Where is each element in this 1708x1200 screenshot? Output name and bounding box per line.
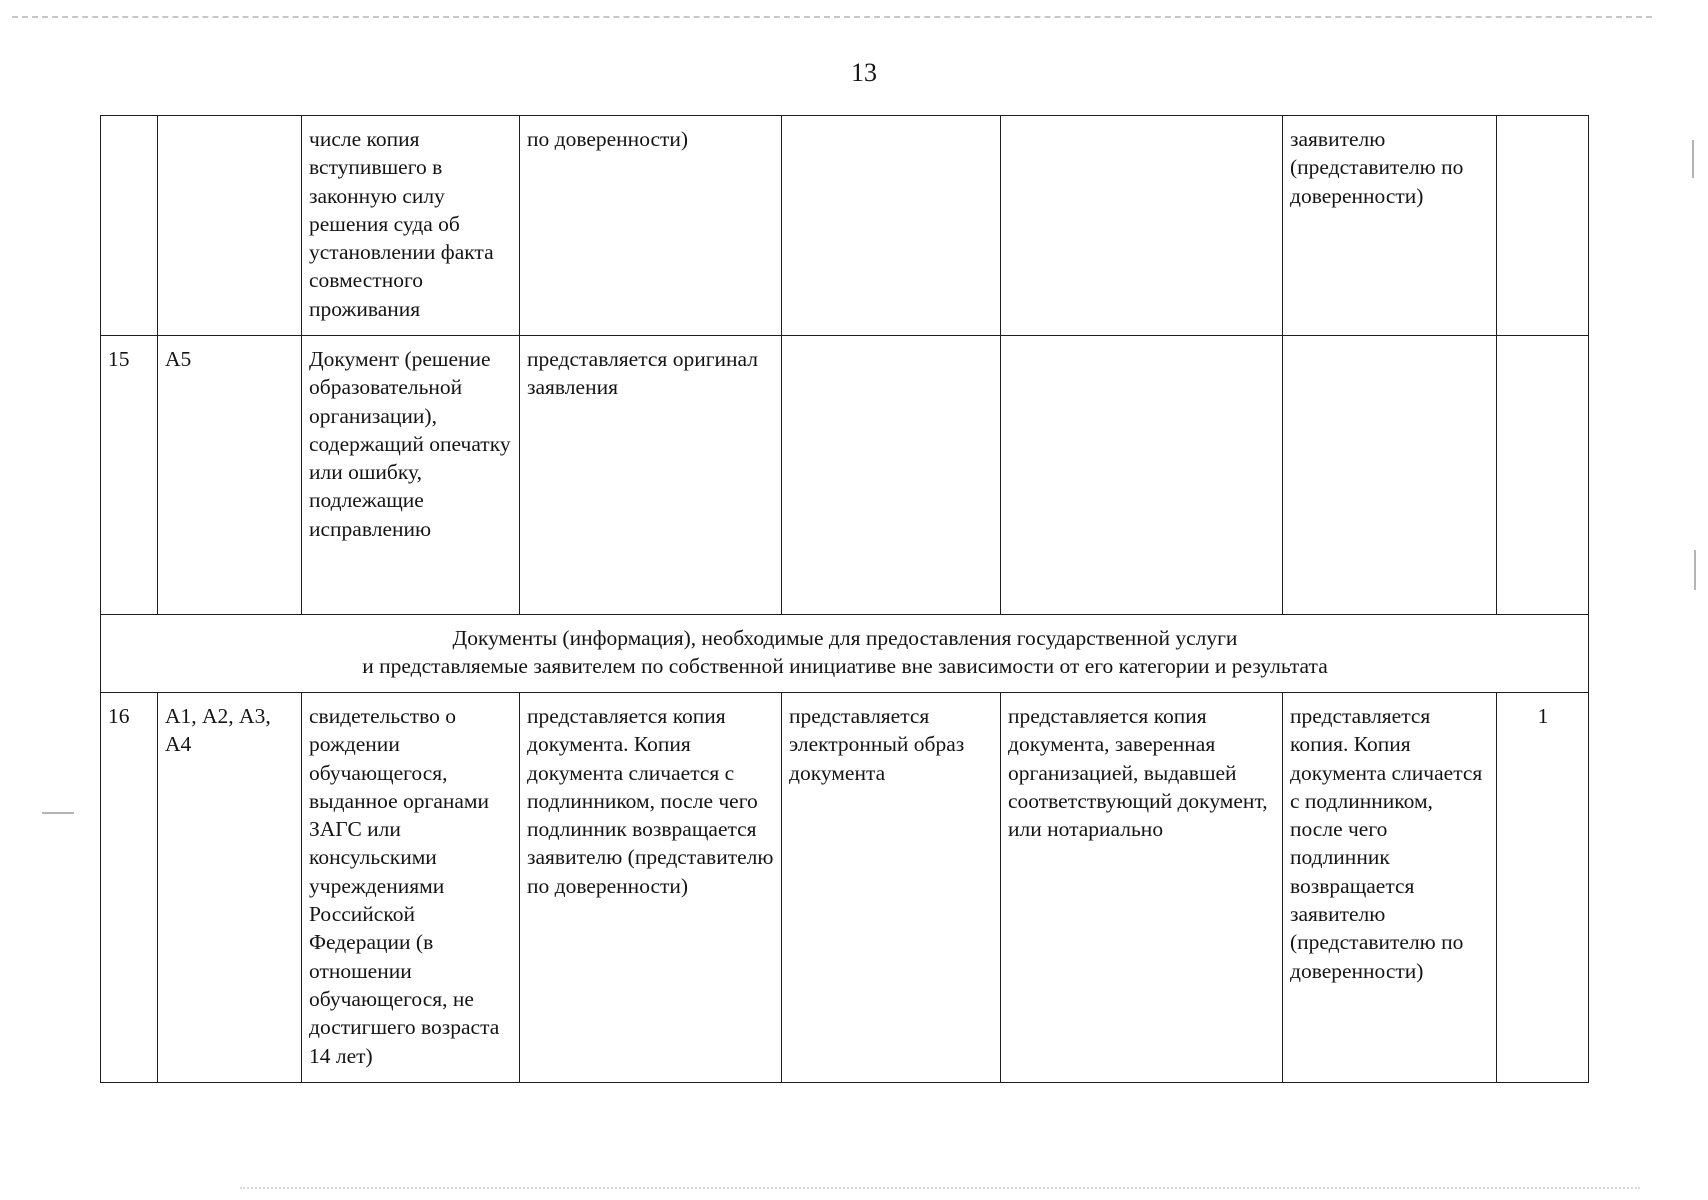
scan-artifact-right-mark bbox=[1692, 140, 1694, 178]
table-row-continuation bbox=[101, 116, 1589, 336]
scan-artifact-right-mark-2 bbox=[1694, 550, 1696, 590]
cell-electronic bbox=[782, 336, 1001, 615]
document-table bbox=[100, 115, 1589, 1083]
cell-category: А1, А2, А3, А4 bbox=[158, 693, 302, 1083]
cell-by-mail bbox=[1001, 116, 1283, 336]
scan-artifact-top bbox=[12, 16, 1652, 18]
cell-category: А5 bbox=[158, 336, 302, 615]
cell-mfc: заявителю (представителю по доверенности) bbox=[1283, 116, 1497, 336]
page-number: 13 bbox=[851, 58, 877, 87]
cell-number bbox=[101, 116, 158, 336]
section-header-line-1: Документы (информация), необходимые для предоставления государственной услуги bbox=[452, 626, 1238, 650]
cell-by-mail bbox=[1001, 336, 1283, 615]
cell-mfc: представляется копия. Копия документа сличается с подлинником, после чего подлинник возвращается заявителю (представителю по доверенности) bbox=[1283, 693, 1497, 1083]
section-header-row bbox=[101, 615, 1589, 693]
cell-number: 16 bbox=[101, 693, 158, 1083]
cell-document: Документ (решение образовательной организации), содержащий опечатку или ошибку, подлежащие исправлению bbox=[302, 336, 520, 615]
section-header bbox=[101, 615, 1589, 693]
cell-category bbox=[158, 116, 302, 336]
scan-artifact-bottom bbox=[240, 1187, 1640, 1189]
cell-by-mail: представляется копия документа, заверенная организацией, выдавшей соответствующий документ, или нотариально bbox=[1001, 693, 1283, 1083]
cell-count bbox=[1497, 336, 1589, 615]
cell-count: 1 bbox=[1497, 693, 1589, 1083]
cell-electronic bbox=[782, 116, 1001, 336]
cell-document: числе копия вступившего в законную силу решения суда об установлении факта совместного проживания bbox=[302, 116, 520, 336]
cell-number: 15 bbox=[101, 336, 158, 615]
cell-electronic: представляется электронный образ документа bbox=[782, 693, 1001, 1083]
cell-in-person: представляется оригинал заявления bbox=[520, 336, 782, 615]
cell-in-person: представляется копия документа. Копия документа сличается с подлинником, после чего подлинник возвращается заявителю (представителю по доверенности) bbox=[520, 693, 782, 1083]
cell-in-person: по доверенности) bbox=[520, 116, 782, 336]
cell-mfc bbox=[1283, 336, 1497, 615]
table-row-16 bbox=[101, 693, 1589, 1083]
cell-count bbox=[1497, 116, 1589, 336]
table-row-15 bbox=[101, 336, 1589, 615]
scan-artifact-left-mark bbox=[42, 812, 74, 814]
section-header-line-2: и представляемые заявителем по собственной инициативе вне зависимости от его категории и результата bbox=[362, 654, 1328, 679]
cell-document: свидетельство о рождении обучающегося, выданное органами ЗАГС или консульскими учреждениями Российской Федерации (в отношении обучающегося, не достигшего возраста 14 лет) bbox=[302, 693, 520, 1083]
